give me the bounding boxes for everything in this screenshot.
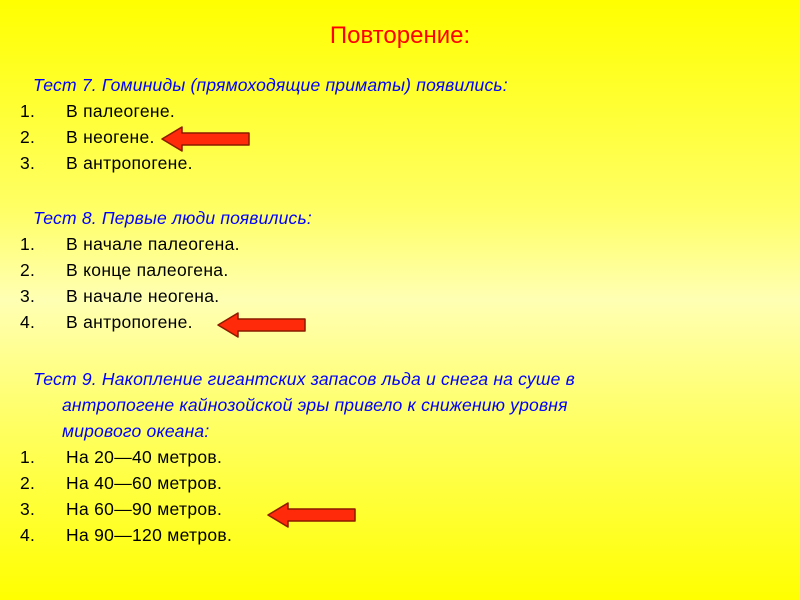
test-9-question-line-3: мирового океана: [62,421,210,441]
option-text: В конце палеогена. [66,260,229,280]
slide-title: Повторение: [329,22,471,49]
option-text: В антропогене. [66,153,193,173]
left-arrow-icon [160,124,252,154]
option-number: 3. [20,286,36,306]
option-number: 1. [20,101,36,121]
option-number: 2. [20,127,36,147]
option-text: На 20—40 метров. [66,447,223,467]
option-text: В начале неогена. [66,286,220,306]
option-number: 2. [20,260,36,280]
option-number: 3. [20,499,36,519]
test-7-question: Тест 7. Гоминиды (прямоходящие приматы) появились: [33,75,508,95]
option-number: 4. [20,312,36,332]
test-8-question: Тест 8. Первые люди появились: [33,208,312,228]
test-9-question-line-1: Тест 9. Накопление гигантских запасов льда и снега на суше в [33,369,575,389]
left-arrow-icon [216,310,308,340]
option-number: 1. [20,447,36,467]
option-text: На 60—90 метров. [66,499,223,519]
option-text: На 40—60 метров. [66,473,223,493]
option-number: 3. [20,153,36,173]
option-number: 4. [20,525,36,545]
option-text: В неогене. [66,127,155,147]
left-arrow-icon [266,500,358,530]
option-text: На 90—120 метров. [66,525,233,545]
option-number: 1. [20,234,36,254]
test-9-question-line-2: антропогене кайнозойской эры привело к снижению уровня [62,395,568,415]
option-text: В антропогене. [66,312,193,332]
option-text: В начале палеогена. [66,234,240,254]
option-text: В палеогене. [66,101,176,121]
option-number: 2. [20,473,36,493]
